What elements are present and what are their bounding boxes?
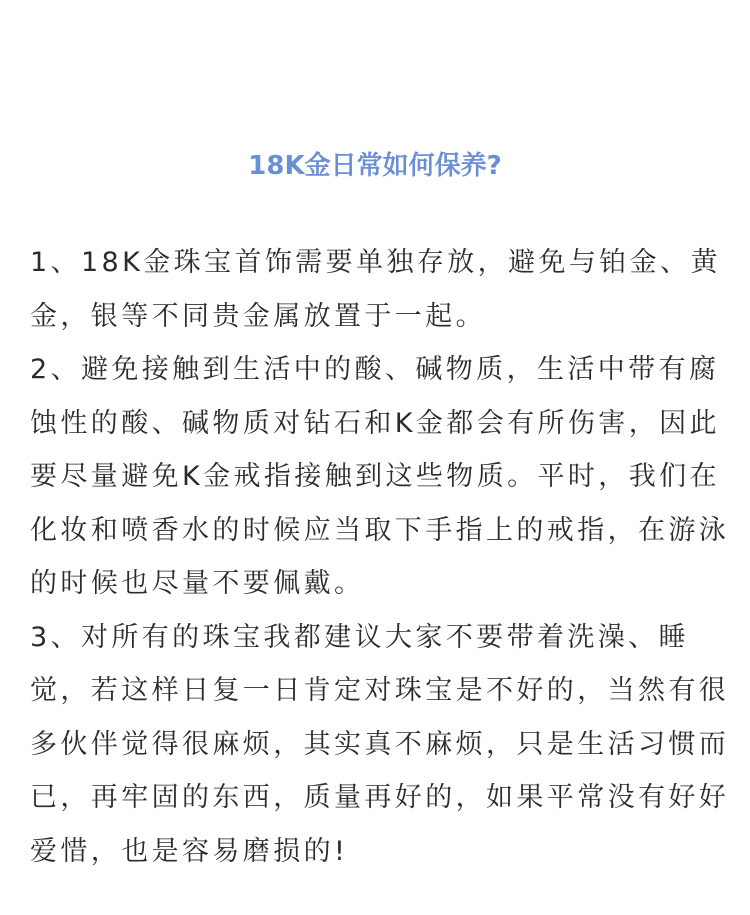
paragraph-line: 的时候也尽量不要佩戴。 — [30, 568, 365, 599]
paragraph-line: 1、18K金珠宝首饰需要单独存放，避免与铂金、黄 — [30, 247, 721, 278]
paragraph-line: 已，再牢固的东西，质量再好的，如果平常没有好好 — [30, 782, 730, 813]
paragraph-line: 金，银等不同贵金属放置于一起。 — [30, 300, 486, 332]
paragraph-line: 多伙伴觉得很麻烦，其实真不麻烦，只是生活习惯而 — [30, 728, 730, 760]
paragraph-1 — [30, 236, 730, 343]
paragraph-2 — [30, 343, 730, 611]
paragraph-3 — [30, 611, 730, 879]
paragraph-line: 2、避免接触到生活中的酸、碱物质，生活中带有腐 — [30, 354, 720, 385]
paragraph-line: 爱惜，也是容易磨损的! — [30, 835, 349, 867]
paragraph-line: 化妆和喷香水的时候应当取下手指上的戒指，在游泳 — [30, 514, 730, 546]
paragraph-line: 3、对所有的珠宝我都建议大家不要带着洗澡、睡 — [30, 621, 689, 653]
article-body — [30, 236, 730, 878]
paragraph-line: 觉，若这样日复一日肯定对珠宝是不好的，当然有很 — [30, 675, 730, 706]
paragraph-line: 蚀性的酸、碱物质对钻石和K金都会有所伤害，因此 — [30, 407, 720, 439]
article-title: 18K金日常如何保养? — [248, 151, 502, 181]
paragraph-line: 要尽量避免K金戒指接触到这些物质。平时，我们在 — [30, 461, 720, 492]
